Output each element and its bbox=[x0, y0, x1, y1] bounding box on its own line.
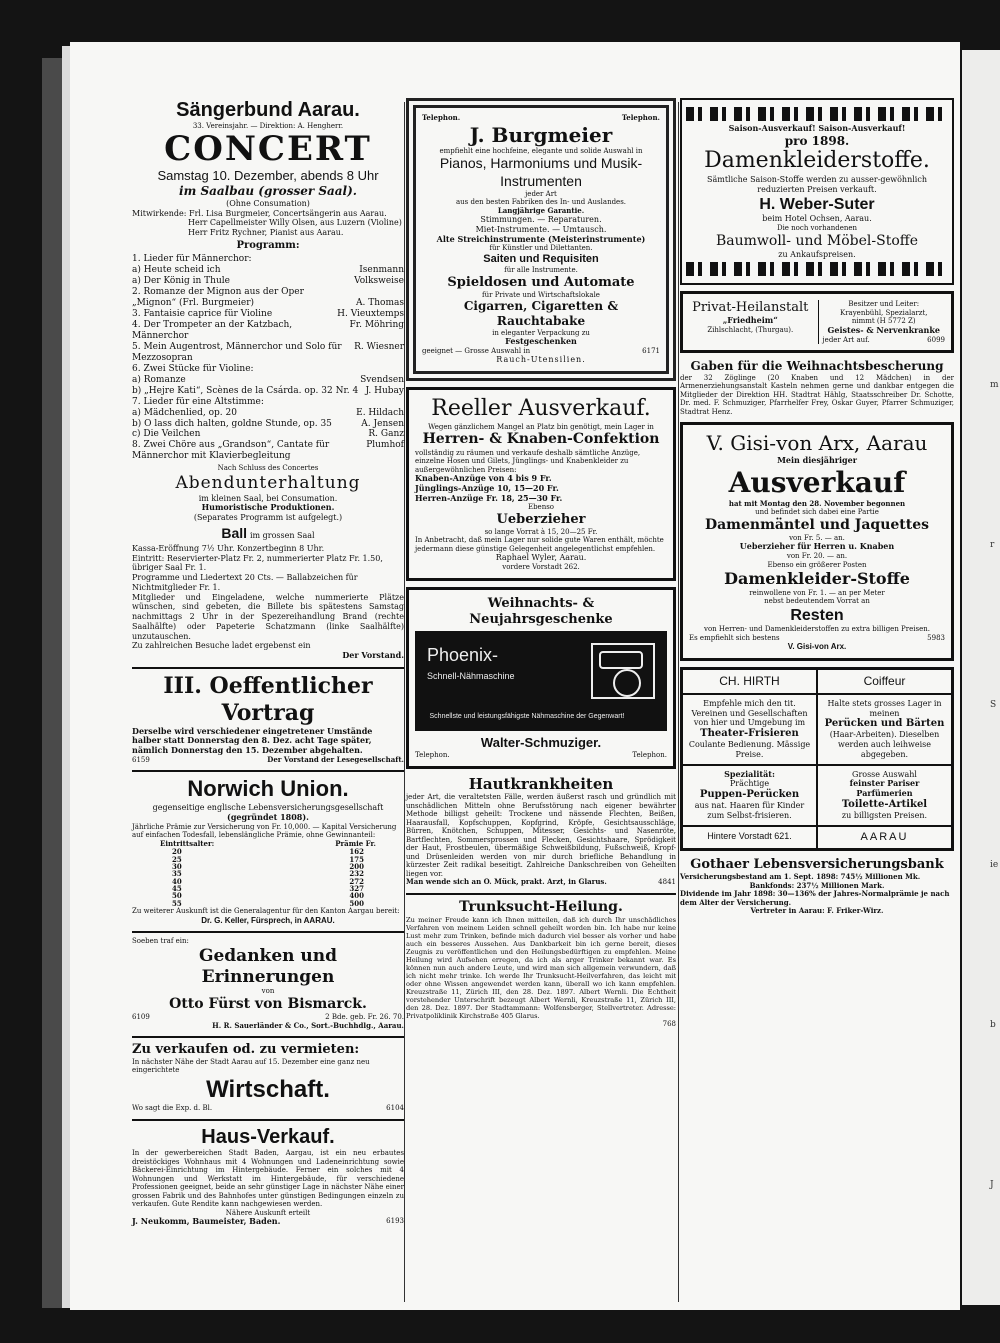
gotha-line: Bankfonds: 237½ Millionen Mark. bbox=[749, 880, 885, 890]
ad-number: 6193 bbox=[386, 1217, 404, 1226]
programm-title: 2. Romanze der Mignon aus der Oper bbox=[132, 286, 304, 297]
ornament-band bbox=[686, 107, 948, 121]
programm-composer: Plumhof bbox=[366, 440, 404, 451]
ball-saal: im grossen Saal bbox=[249, 530, 315, 540]
phoenix-tag: Schnellste und leistungsfähigste Nähmaschine der Gegenwart! bbox=[429, 712, 625, 720]
sewing-machine-icon bbox=[591, 643, 655, 699]
programm-item bbox=[132, 287, 404, 298]
norwich-premium: 162 bbox=[349, 847, 364, 857]
gisi-rein: reinwollene von Fr. 1. — an per Meter bbox=[749, 588, 885, 597]
programm-item bbox=[132, 408, 404, 419]
phoenix-banner bbox=[415, 631, 667, 731]
weber-ankauf: zu Ankaufspreisen. bbox=[778, 249, 856, 259]
haus-text: In der gewerbereichen Stadt Baden, Aargau, ist ein neu erbautes dreistöckiges Wohnhaus mit 4 Wohnungen und Ladeneinrichtung sowie Bäckerei-Einrichtung im Hintergebäude. Ferner ein solches mit 4 Wohnungen und Werkstatt im Hintergebäude, für verschiedene Professionen geeignet, beide an sehr günstiger Lage in nächster Nähe einer grossen Fabrik und des Bahnhofes unter günstigen Bedingungen einzeln zu verkaufen. Gute Rendite kann nachgewiesen werden. bbox=[132, 1149, 404, 1209]
programm-composer bbox=[398, 254, 404, 265]
ad-gisi bbox=[680, 422, 954, 661]
burgmeier-spiel: Spieldosen und Automate bbox=[447, 274, 635, 290]
burgmeier-alte: Alte Streichinstrumente (Meisterinstrumente) bbox=[436, 233, 646, 244]
adjacent-page bbox=[962, 50, 1000, 1305]
programm-item bbox=[132, 397, 404, 408]
ad-burgmeier bbox=[406, 98, 676, 381]
burgmeier-pianos: Pianos, Harmoniums und Musik-Instrumenten bbox=[439, 155, 643, 189]
burgmeier-fest: Festgeschenken bbox=[505, 336, 577, 347]
telephon-right: Telephon. bbox=[621, 113, 660, 122]
reeller-price: Knaben-Anzüge von 4 bis 9 Fr. bbox=[415, 473, 552, 484]
edge-letter: J bbox=[990, 1180, 994, 1190]
programm-item bbox=[132, 265, 404, 276]
programm-composer: Svendsen bbox=[360, 374, 404, 385]
weber-text: Sämtliche Saison-Stoffe werden zu ausser-gewöhnlich reduzierten Preisen verkauft. bbox=[707, 175, 927, 194]
hirth-text: (Haar-Arbeiten). Dieselben werden auch leihweise abgegeben. bbox=[829, 730, 940, 759]
ad-number: 6109 bbox=[132, 1012, 150, 1021]
weber-saison: Saison-Ausverkauf! Saison-Ausverkauf! bbox=[728, 123, 906, 133]
kleinen-saal: im kleinen Saal, bei Consumation. bbox=[198, 493, 338, 503]
ad-title: Sängerbund Aarau. bbox=[176, 99, 360, 121]
programm-title: 7. Lieder für eine Altstimme: bbox=[132, 396, 264, 407]
bismarck-von: von bbox=[261, 987, 275, 996]
reeller-addr: vordere Vorstadt 262. bbox=[502, 563, 580, 572]
hirth-text: Coulante Bedienung. Mässige Preise. bbox=[688, 740, 811, 759]
programm-composer: R. Wiesner bbox=[354, 341, 404, 352]
hirth-spez: Spezialität: bbox=[724, 768, 775, 779]
concert-consumation: (Ohne Consumation) bbox=[226, 198, 310, 208]
edge-letter: b bbox=[990, 1020, 996, 1030]
hirth-aarau: AARAU bbox=[817, 826, 952, 849]
gaben-title: Gaben für die Weihnachtsbescherung bbox=[690, 359, 944, 374]
burgmeier-verpackung: in eleganter Verpackung zu bbox=[492, 328, 590, 337]
ball: Ball bbox=[221, 524, 248, 541]
newspaper-page bbox=[70, 42, 960, 1310]
reeller-ueber: Ueberzieher bbox=[496, 511, 586, 527]
ad-bismarck bbox=[132, 937, 404, 1030]
gisi-befindet: und befindet sich dabei eine Partie bbox=[755, 508, 879, 517]
column-rule bbox=[404, 102, 405, 1302]
norwich-premium: 327 bbox=[349, 884, 364, 894]
hirth-right2 bbox=[817, 765, 952, 826]
hirth-left2 bbox=[682, 765, 817, 826]
programm-title: 1. Lieder für Männerchor: bbox=[132, 253, 252, 264]
friedheim-name: „Friedheim“ bbox=[722, 315, 778, 326]
programm-composer: H. Vieuxtemps bbox=[337, 308, 404, 319]
norwich-premium: 272 bbox=[349, 876, 364, 886]
haut-text: jeder Art, die veraltetsten Fälle, werden äußerst rasch und gründlich mit unschädlichen Mitteln ohne Berufsstörung nach eigener bewährter Methode billigst geheilt: Trockene und nässende Flechten, Beißen, Haarausfall, Kopfschuppen, Kopfgrind, Kröpfe, Gesichtsausschläge, Bürren, Knötchen, Schuppen, Mitesser, Gesichts- und Nasenröte, Bartflechten, Sommersprossen und Flecken, Gesichtshaare, Sprödigkeit der Haut, Frostbeulen, übermäßige Schweißbildung, Fußschweiß, Kropf- und Drüsenleiden werden von mir durch briefliche Behandlung in kürzester Zeit radikal beseitigt. Zahlreiche Dankschreiben von Geheilten liegen vor. bbox=[406, 793, 676, 878]
nach-schluss: Nach Schluss des Concertes bbox=[217, 464, 319, 473]
haut-title: Hautkrankheiten bbox=[468, 774, 614, 793]
programm-title: „Mignon“ (Frl. Burgmeier) bbox=[132, 297, 255, 308]
hirth-addr: Hintere Vorstadt 621. bbox=[682, 826, 817, 849]
weber-pro: pro 1898. bbox=[784, 133, 850, 148]
vortrag-title: III. Oeffentlicher Vortrag bbox=[163, 672, 373, 726]
trunk-title: Trunksucht-Heilung. bbox=[459, 898, 623, 915]
burgmeier-geeignet: geeignet — Grosse Auswahl in bbox=[422, 346, 531, 355]
edge-letter: r bbox=[990, 540, 995, 550]
gisi-herren: von Herren- und Damenkleiderstoffen zu extra billigen Preisen. bbox=[704, 625, 930, 634]
hirth-left1 bbox=[682, 694, 817, 765]
walter-title: Weihnachts- & Neujahrsgeschenke bbox=[469, 595, 613, 627]
gisi-vonfr20: von Fr. 20. — an. bbox=[786, 552, 848, 561]
vortrag-body: Derselbe wird verschiedener eingetretener Umstände halber statt Donnerstag den 8. Dez. acht Tage später, nämlich Donnerstag den 15. Dezember abgehalten. bbox=[132, 725, 373, 756]
norwich-age: 30 bbox=[172, 862, 182, 872]
ad-trunk bbox=[406, 899, 676, 1029]
norwich-premium: 232 bbox=[349, 869, 364, 879]
humor: Humoristische Produktionen. bbox=[201, 502, 335, 513]
programm-composer: A. Jensen bbox=[361, 418, 404, 429]
friedheim-kranke: Geistes- & Nervenkranke bbox=[827, 324, 940, 335]
friedheim-arzt: Krayenbühl, Spezialarzt, bbox=[839, 308, 928, 317]
hirth-text: Grosse Auswahl bbox=[852, 769, 917, 779]
programm-item bbox=[132, 342, 404, 364]
phoenix-machine: Schnell-Nähmaschine bbox=[427, 671, 515, 682]
gisi-ueber: Ueberzieher für Herren u. Knaben bbox=[739, 541, 895, 552]
ad-friedheim bbox=[680, 291, 954, 353]
hirth-text: Halte stets grosses Lager in meinen bbox=[827, 698, 942, 718]
bismarck-author: Otto Fürst von Bismarck. bbox=[169, 995, 367, 1012]
programm-composer: Volksweise bbox=[354, 275, 404, 286]
programm-composer: E. Hildach bbox=[356, 407, 404, 418]
trunk-text: Zu meiner Freude kann ich Ihnen mitteilen, daß ich durch Ihr unschädliches Verfahren von meinem Leiden schnell geheilt worden bin. Ich habe nur keine Lust mehr zum Trinken, befinde mich dadurch viel besser als vorher und habe auch ein besseres Aussehen. Aus Dankbarkeit bin ich gerne bereit, dieses Zeugnis zu veröffentlichen und den Heilungsbedürftigen zu empfehlen. Meine Heilung wird Aufsehen erregen, da ich als arger Trinker bekannt war. Es können nun auch andere Leute, und wird man sich allgemein verwundern, daß ich nicht mehr trinke. Ich werde Ihr Trunksucht-Heilverfahren, das leicht mit oder ohne Wissen angewendet werden kann, überall wo ich kann empfehlen. Kreuzstraße 11, Zürich III, den 28. Dez. 1897. Albert Wernli. Die Echtheit vorstehender Unterschrift bezeugt Albert Wernli, Kreuzstraße 11, Zürich III, den 28. Dez. 1897. Der Stadtammann: Wolfensberger, Stellvertreter. Adresse: Privatpoliklinik Kirchstraße 405 Glarus. bbox=[406, 916, 676, 1021]
programm-title: a) Mädchenlied, op. 20 bbox=[132, 407, 237, 418]
hirth-coiffeur: Coiffeur bbox=[817, 669, 952, 694]
hirth-name: CH. HIRTH bbox=[682, 669, 817, 694]
norwich-age: 25 bbox=[172, 854, 182, 864]
gisi-empfiehlt: Es empfiehlt sich bestens bbox=[689, 633, 780, 642]
programm-list bbox=[132, 254, 404, 462]
programm-item bbox=[132, 375, 404, 386]
gisi-title: V. Gisi-von Arx, Aarau bbox=[706, 431, 928, 456]
burgmeier-kuenstler: für Künstler und Dilettanten. bbox=[489, 244, 593, 253]
burgmeier-fuer: für alle Instrumente. bbox=[504, 266, 578, 275]
norwich-age: 35 bbox=[172, 869, 182, 879]
reeller-text: Wegen gänzlichem Mangel an Platz bin genötigt, mein Lager in bbox=[428, 422, 654, 431]
gisi-vonfr5: von Fr. 5. — an. bbox=[789, 533, 845, 542]
weber-baum: Baumwoll- und Möbel-Stoffe bbox=[715, 232, 918, 249]
programm-title: 6. Zwei Stücke für Violine: bbox=[132, 363, 254, 374]
bismarck-soeben: Soeben traf ein: bbox=[132, 937, 189, 946]
concert-date: Samstag 10. Dezember, abends 8 Uhr bbox=[157, 168, 379, 184]
burgmeier-stimmungen: Stimmungen. — Reparaturen. bbox=[480, 215, 602, 225]
edge-letter: S bbox=[990, 700, 997, 710]
friedheim-jeder: jeder Art auf. bbox=[822, 335, 870, 344]
mitwirkende-line: Herr Fritz Rychner, Pianist aus Aarau. bbox=[188, 228, 344, 238]
hirth-right1 bbox=[817, 694, 952, 765]
programm-title: a) Heute scheid ich bbox=[132, 264, 221, 275]
gaben-text: der 32 Zöglinge (20 Knaben und 12 Mädchen) in der Armenerziehungsanstalt Kasteln nehmen gerne und dankbar entgegen die Mitglieder der Direktion HH. Stadtrat Hählg, Staatsschreiber Dr. Schotte, Dr. med. F. Schmuziger, Pfarrhelfer Frey, Oskar Guyer, Pfarrer Schmuziger, Stadtrat Henz. bbox=[680, 373, 954, 416]
bismarck-publisher: H. R. Sauerländer & Co., Sort.-Buchhdlg., Aarau. bbox=[212, 1020, 404, 1030]
haus-auskunft: Nähere Auskunft erteilt bbox=[225, 1208, 311, 1217]
ad-number: 6099 bbox=[927, 335, 945, 344]
ad-vortrag bbox=[132, 673, 404, 764]
ad-number: 6171 bbox=[642, 346, 660, 355]
norwich-premium: 500 bbox=[349, 898, 364, 908]
hirth-toilette: Toilette-Artikel bbox=[841, 798, 928, 810]
programm-composer: R. Ganz bbox=[368, 429, 404, 440]
wirtschaft-wo: Wo sagt die Exp. d. Bl. bbox=[132, 1104, 213, 1113]
programm-item bbox=[132, 276, 404, 287]
gisi-mein: Mein diesjähriger bbox=[777, 454, 857, 465]
gisi-resten: Resten bbox=[790, 606, 844, 624]
vorstand: Der Vorstand. bbox=[342, 650, 404, 661]
programm-composer: J. Hubay bbox=[365, 385, 404, 396]
programm-item bbox=[132, 419, 404, 430]
burgmeier-cigarren: Cigarren, Cigaretten & Rauchtabake bbox=[463, 299, 619, 328]
telephon-left: Telephon. bbox=[415, 751, 450, 760]
gisi-stoffe: Damenkleider-Stoffe bbox=[724, 569, 910, 589]
ad-weber bbox=[680, 98, 954, 285]
haus-title: Haus-Verkauf. bbox=[201, 1125, 335, 1148]
programm-item bbox=[132, 440, 404, 462]
gisi-beginnt: hat mit Montag den 28. November begonnen bbox=[728, 498, 906, 508]
norwich-age: 20 bbox=[172, 847, 182, 857]
gisi-sign: V. Gisi-von Arx. bbox=[787, 642, 847, 652]
burgmeier-fabriken: aus den besten Fabriken des In- und Auslandes. bbox=[455, 198, 627, 207]
ad-haut bbox=[406, 775, 676, 887]
reeller-text3: In Anbetracht, daß mein Lager nur solide gute Waren enthält, möchte jedermann diese günstige Gelegenheit angelegentlichst empfehlen. bbox=[415, 536, 664, 553]
gisi-nebst: nebst bedeutendem Vorrat an bbox=[764, 597, 870, 606]
norwich-age: 40 bbox=[172, 876, 182, 886]
mitwirkende bbox=[132, 209, 404, 238]
concert-heading: CONCERT bbox=[164, 128, 372, 169]
reeller-ebenso: Ebenso bbox=[527, 503, 555, 512]
hirth-text: aus nat. Haaren für Kinder zum Selbst-frisieren. bbox=[694, 801, 805, 821]
programm-composer: Isenmann bbox=[359, 264, 404, 275]
telephon-right: Telephon. bbox=[632, 751, 667, 760]
besuche: Zu zahlreichen Besuche ladet ergebenst ein bbox=[132, 641, 311, 651]
programm-composer: Fr. Möhring bbox=[349, 319, 404, 330]
edge-letter: ie bbox=[990, 860, 999, 870]
hirth-text: Empfehle mich den tit. Vereinen und Gesellschaften von hier und Umgebung im bbox=[691, 698, 808, 728]
weber-addr: beim Hotel Ochsen, Aarau. bbox=[762, 214, 872, 224]
programm-title: 3. Fantaisie caprice für Violine bbox=[132, 308, 273, 319]
programm-item bbox=[132, 364, 404, 375]
mitglieder-text: Mitglieder und Eingeladene, welche nummerierte Plätze wünschen, sind gebeten, die Billete bis spätestens Samstag nachmittags 2 Uhr in der Spezereihandlung Brand (rechte Saalhälfte) oder Papeterie Schatzmann (linke Saalhälfte) unzutauschen. bbox=[132, 592, 404, 641]
programm-title: a) Romanze bbox=[132, 374, 186, 385]
programm-title: 4. Der Trompeter an der Katzbach, Männerchor bbox=[132, 319, 293, 341]
ad-number: 6159 bbox=[132, 755, 150, 764]
ad-wirtschaft bbox=[132, 1042, 404, 1113]
burgmeier-saiten: Saiten und Requisiten bbox=[483, 252, 599, 265]
friedheim-leiter: Besitzer und Leiter: bbox=[848, 300, 920, 309]
programm-title: b) „Hejre Kati“, Scènes de la Csárda. op. 32 Nr. 4 bbox=[132, 385, 359, 396]
gotha-line: Dividende im Jahr 1898: 30—136% der Jahres-Normalprämie je nach dem Alter der Versicherung. bbox=[680, 889, 950, 907]
column-3 bbox=[680, 98, 954, 922]
bismarck-title: Gedanken und Erinnerungen bbox=[198, 945, 338, 987]
gotha-line: Vertreter in Aarau: F. Friker-Wirz. bbox=[750, 906, 884, 916]
telephon-left: Telephon. bbox=[422, 113, 461, 122]
norwich-info: Zu weiterer Auskunft ist die Generalagentur für den Kanton Aargau bereit: bbox=[132, 907, 400, 916]
norwich-premium: 400 bbox=[349, 891, 364, 901]
programm-item bbox=[132, 429, 404, 440]
kassa: Kassa-Eröffnung 7½ Uhr. Konzertbeginn 8 Uhr. bbox=[132, 543, 325, 553]
weber-noch: Die noch vorhandenen bbox=[776, 223, 858, 232]
programm-composer bbox=[398, 397, 404, 408]
programm-item bbox=[132, 254, 404, 265]
norwich-age: 55 bbox=[172, 898, 182, 908]
norwich-table bbox=[132, 848, 404, 907]
ad-number: 6104 bbox=[386, 1104, 404, 1113]
reeller-herren: Herren- & Knaben-Confektion bbox=[422, 431, 660, 448]
norwich-age: 45 bbox=[172, 884, 182, 894]
burgmeier-rauch: Rauch-Utensilien. bbox=[496, 355, 586, 365]
reeller-sign: Raphael Wyler, Aarau. bbox=[495, 553, 587, 563]
ornament-band bbox=[686, 262, 948, 276]
gotha-line: Versicherungsbestand am 1. Sept. 1898: 745½ Millionen Mk. bbox=[680, 872, 921, 882]
burgmeier-name: J. Burgmeier bbox=[469, 122, 613, 147]
concert-venue: im Saalbau (grosser Saal). bbox=[179, 184, 357, 199]
programm-title: 5. Mein Augentrost, Männerchor und Solo für Mezzosopran bbox=[132, 341, 342, 363]
burgmeier-jeder: jeder Art bbox=[525, 189, 557, 198]
weber-name: H. Weber-Suter bbox=[759, 195, 875, 213]
vortrag-sign: Der Vorstand der Lesegesellschaft. bbox=[267, 754, 404, 764]
friedheim-title: Privat-Heilanstalt bbox=[692, 300, 809, 316]
reeller-text2: vollständig zu räumen und verkaufe deshalb sämtliche Anzüge, einzelne Hosen und Gilets, Jünglings- und Knabenkleider zu außergewöhnlichen Preisen: bbox=[415, 448, 641, 474]
norwich-row bbox=[132, 900, 404, 907]
friedheim-place: Zihlschlacht, (Thurgau). bbox=[707, 325, 794, 334]
ad-saengerbund bbox=[132, 98, 404, 661]
programm-title: a) Der König in Thule bbox=[132, 275, 230, 286]
abendunterhaltung: Abendunterhaltung bbox=[175, 472, 361, 493]
hirth-theater: Theater-Frisieren bbox=[700, 728, 799, 740]
ad-walter bbox=[406, 587, 676, 769]
hirth-puppen: Puppen-Perücken bbox=[699, 789, 800, 801]
mitwirkende-line: Mitwirkende: Frl. Lisa Burgmeier, Concertsängerin aus Aarau. bbox=[132, 208, 387, 218]
programm-heading: Programm: bbox=[236, 239, 300, 251]
ad-number: 5983 bbox=[927, 633, 945, 642]
mitwirkende-line: Herr Capellmeister Willy Olsen, aus Luzern (Violine) bbox=[188, 218, 402, 228]
programm-title: b) O lass dich halten, goldne Stunde, op. 35 bbox=[132, 418, 332, 429]
ad-number: 768 bbox=[662, 1020, 676, 1029]
programm-item bbox=[132, 309, 404, 320]
wirtschaft-text: In nächster Nähe der Stadt Aarau auf 15. Dezember eine ganz neu eingerichtete bbox=[132, 1057, 370, 1075]
norwich-h1: Eintrittsalter: bbox=[160, 838, 215, 848]
norwich-premium: 175 bbox=[349, 854, 364, 864]
hirth-peruecken: Perücken und Bärten bbox=[824, 718, 945, 730]
column-1 bbox=[132, 98, 404, 1233]
norwich-founded: (gegründet 1808). bbox=[227, 812, 309, 822]
norwich-h2: Prämie Fr. bbox=[335, 838, 376, 848]
gisi-aus: Ausverkauf bbox=[728, 465, 906, 499]
norwich-agent: Dr. G. Keller, Fürsprech, in AARAU. bbox=[201, 915, 335, 925]
gisi-ebenso: Ebenso ein größerer Posten bbox=[767, 560, 867, 569]
programm-item bbox=[132, 298, 404, 309]
programm-composer: A. Thomas bbox=[356, 297, 404, 308]
reeller-price: Herren-Anzüge Fr. 18, 25—30 Fr. bbox=[415, 492, 563, 503]
gotha-title: Gothaer Lebensversicherungsbank bbox=[690, 857, 944, 873]
norwich-text: Jährliche Prämie zur Versicherung von Fr. 10,000. — Kapital Versicherung auf einfachen Todesfall, lebenslängliche Prämie, ohne Gewinnanteil: bbox=[132, 822, 397, 840]
hirth-text: zu billigsten Preisen. bbox=[841, 811, 928, 821]
norwich-premium: 200 bbox=[349, 862, 364, 872]
programm-composer bbox=[398, 364, 404, 375]
reeller-title: Reeller Ausverkauf. bbox=[431, 396, 651, 422]
ad-gaben bbox=[680, 359, 954, 416]
column-rule bbox=[678, 102, 679, 1302]
programm-title: c) Die Veilchen bbox=[132, 429, 201, 440]
wirtschaft-title: Wirtschaft. bbox=[206, 1075, 330, 1103]
burgmeier-garantie: Langjährige Garantie. bbox=[497, 205, 585, 215]
weber-title: Damenkleiderstoffe. bbox=[704, 148, 930, 174]
bismarck-price: 2 Bde. geb. Fr. 26. 70. bbox=[325, 1012, 404, 1021]
programm-item bbox=[132, 386, 404, 397]
reeller-vorrat: so lange Vorrat à 15, 20—25 Fr. bbox=[484, 527, 598, 536]
programme-text: Programme und Liedertext 20 Cts. — Ballabzeichen für Nichtmitglieder Fr. 1. bbox=[132, 573, 358, 592]
burgmeier-text: empfiehlt eine hochfeine, elegante und solide Auswahl in bbox=[439, 146, 643, 155]
edge-letter: m bbox=[990, 380, 999, 390]
ad-subtitle: 33. Vereinsjahr. — Direktion: A. Hengherr. bbox=[192, 122, 344, 131]
haus-sign: J. Neukomm, Baumeister, Baden. bbox=[132, 1216, 281, 1227]
programm-item bbox=[132, 320, 404, 342]
norwich-title: Norwich Union. bbox=[187, 776, 349, 802]
ad-gotha bbox=[680, 857, 954, 916]
ad-hirth bbox=[680, 667, 954, 851]
hirth-text: Prächtige bbox=[729, 779, 770, 789]
reeller-price: Jünglings-Anzüge 10, 15—20 Fr. bbox=[415, 482, 559, 493]
ad-reeller bbox=[406, 387, 676, 581]
haut-sign: Man wende sich an O. Mück, prakt. Arzt, in Glarus. bbox=[406, 877, 607, 887]
phoenix-brand: Phoenix- bbox=[427, 645, 499, 666]
gisi-damen: Damenmäntel und Jaquettes bbox=[704, 516, 930, 533]
ad-haus bbox=[132, 1125, 404, 1227]
walter-name: Walter-Schmuziger. bbox=[480, 735, 602, 751]
burgmeier-miet: Miet-Instrumente. — Umtausch. bbox=[475, 224, 607, 234]
column-2 bbox=[406, 98, 676, 1035]
programm-title: 8. Zwei Chöre aus „Grandson“, Cantate für Männerchor mit Klavierbegleitung bbox=[132, 440, 330, 462]
hirth-pariser: feinster Pariser Parfümerien bbox=[849, 778, 920, 799]
ad-norwich bbox=[132, 776, 404, 925]
programm-composer bbox=[398, 287, 404, 298]
friedheim-nimmt: nimmt (H 5772 Z) bbox=[851, 317, 916, 326]
book-spine bbox=[42, 58, 62, 1308]
norwich-age: 50 bbox=[172, 891, 182, 901]
separates: (Separates Programm ist aufgelegt.) bbox=[193, 513, 343, 523]
ad-number: 4841 bbox=[658, 878, 676, 887]
norwich-sub: gegenseitige englische Lebensversicherungsgesellschaft bbox=[152, 803, 384, 813]
burgmeier-privat: für Private und Wirtschaftslokale bbox=[482, 290, 600, 299]
eintritt: Eintritt: Reservierter-Platz Fr. 2, nummerierter Platz Fr. 1.50, übriger Saal Fr. 1. bbox=[132, 553, 383, 573]
wirtschaft-head: Zu verkaufen od. zu vermieten: bbox=[132, 1042, 360, 1058]
